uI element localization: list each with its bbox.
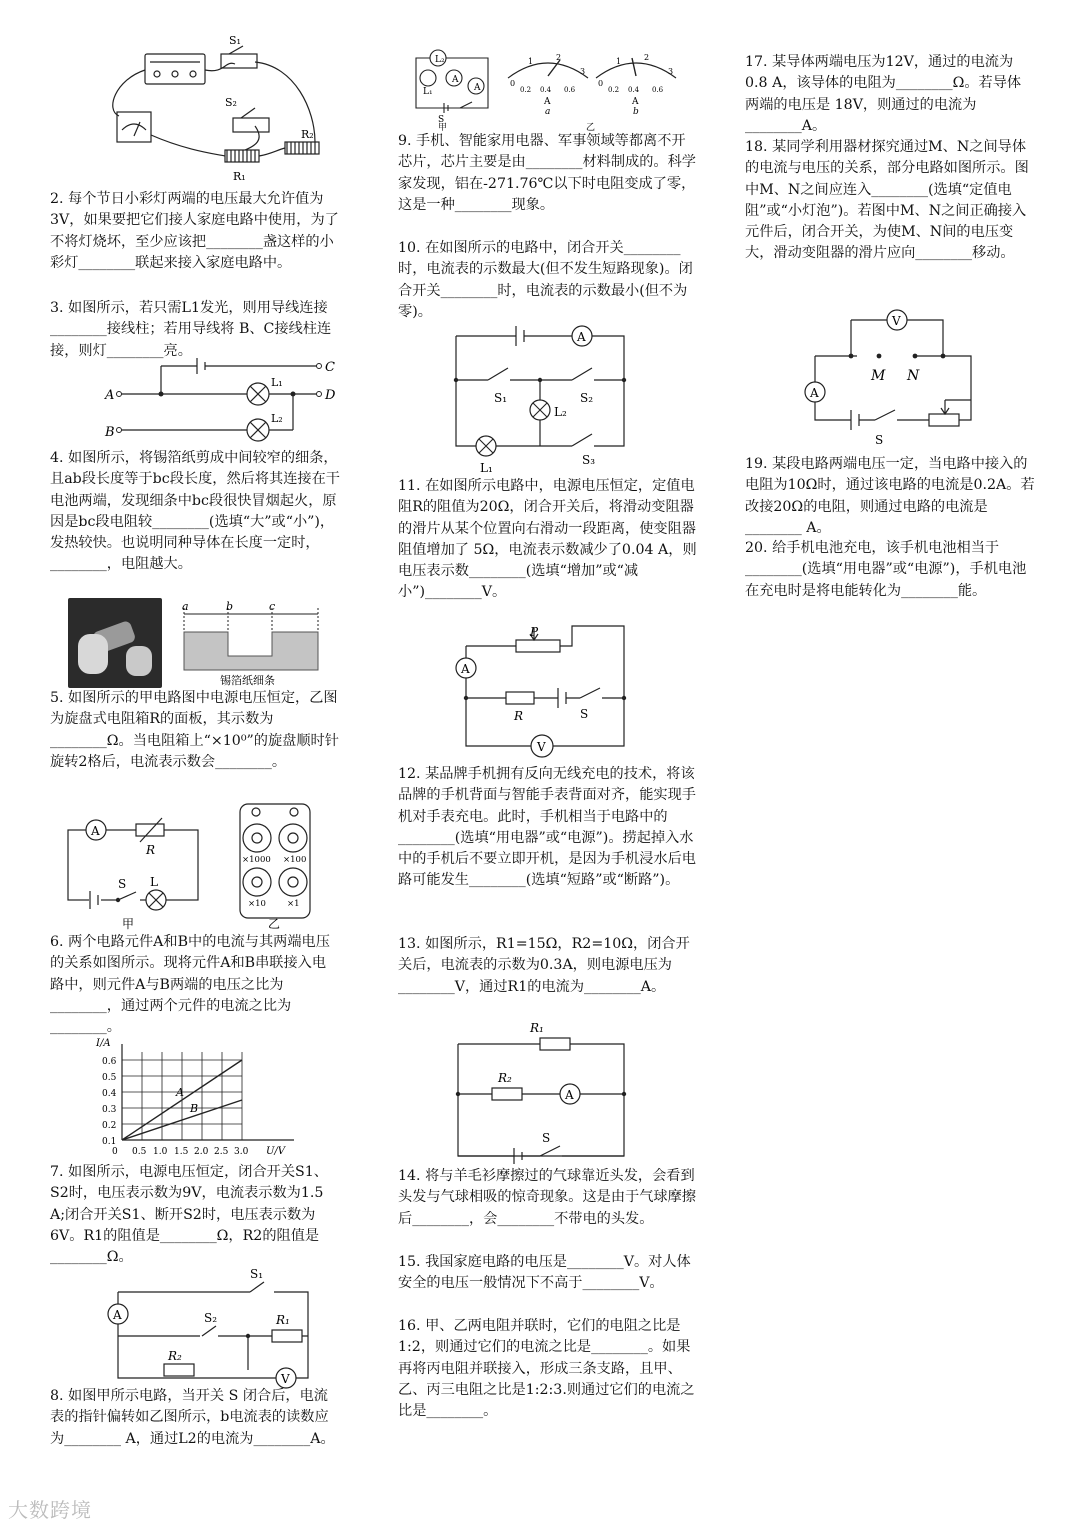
q8-tick: 0.6 bbox=[564, 86, 576, 94]
q8-tick: 3 bbox=[580, 67, 586, 76]
q11-label-s: S bbox=[580, 707, 589, 721]
q8-circuit-and-meters bbox=[408, 48, 698, 133]
q8-tick: 0.6 bbox=[652, 86, 664, 94]
q18-label-m: M bbox=[871, 368, 886, 384]
q7-voltmeter-label: V bbox=[281, 1372, 290, 1386]
q10-label-l2: L₂ bbox=[554, 405, 567, 419]
question-17: 17. 某导体两端电压为12V，通过的电流为0.8 A，该导体的电阻为________Ω。若导体两端的电压是 18V，则通过的电流为________A。 bbox=[745, 54, 1022, 134]
q6-xlabel: U/V bbox=[266, 1146, 286, 1157]
q5-dial-1000: ×1000 bbox=[242, 855, 271, 865]
q7-label-s1: S₁ bbox=[250, 1267, 264, 1281]
q4-foil-strip-figure bbox=[180, 600, 330, 690]
q4-label-c: c bbox=[269, 600, 276, 613]
q1-power-supply bbox=[145, 54, 205, 84]
q18-circuit-figure bbox=[795, 306, 995, 446]
q8-caption-jia: 甲 bbox=[438, 123, 448, 133]
q5-caption-jia: 甲 bbox=[122, 917, 135, 931]
q8-label-s: S bbox=[438, 115, 445, 125]
question-6: 6. 两个电路元件A和B中的电流与其两端电压的关系如图所示。现将元件A和B串联接入电路中，则元件A与B两端的电压之比为________，通过两个元件的电流之比为________。 bbox=[50, 934, 330, 1036]
question-14: 14. 将与羊毛衫摩擦过的气球靠近头发，会看到头发与气球相吸的惊奇现象。这是由于气球摩擦后________，会________不带电的头发。 bbox=[398, 1168, 696, 1227]
q5-label-s: S bbox=[118, 877, 127, 891]
q7-circuit-figure bbox=[100, 1266, 320, 1386]
q11-label-p: P bbox=[530, 625, 539, 639]
question-2: 2. 每个节日小彩灯两端的电压最大允许值为3V，如果要把它们接人家庭电路中使用，为了不将灯烧坏，至少应该把________盏这样的小彩灯________联起来接入家庭电路中。 bbox=[50, 191, 339, 271]
q5-ammeter-label: A bbox=[91, 824, 100, 838]
q8-meter-a-label: a bbox=[545, 107, 551, 117]
q8-tick: 1 bbox=[528, 57, 534, 66]
q6-ytick: 0.1 bbox=[102, 1137, 117, 1147]
q6-ytick: 0.3 bbox=[102, 1105, 117, 1115]
q13-label-r1: R₁ bbox=[530, 1021, 544, 1035]
q6-iu-graph bbox=[94, 1036, 334, 1162]
q6-ytick: 0.5 bbox=[102, 1073, 117, 1083]
q4-label-b: b bbox=[226, 600, 234, 613]
q7-label-r2: R₂ bbox=[168, 1349, 182, 1363]
q6-xtick: 1.5 bbox=[174, 1147, 189, 1157]
q5-caption-yi: 乙 bbox=[268, 917, 281, 931]
question-18: 18. 某同学利用器材探究通过M、N之间导体的电流与电压的关系，部分电路如图所示。图中M、N之间应连入________(选填“定值电阻”或“小灯泡”)。若图中M、N之间正确接入元件后，闭合开关，为使M、N间的电压变大，滑动变阻器的滑片应向________移动。 bbox=[745, 139, 1029, 262]
question-20: 20. 给手机电池充电，该手机电池相当于________(选填“用电器”或“电源”)，手机电池在充电时是将电能转化为________能。 bbox=[745, 540, 1027, 599]
q5-dial-10: ×10 bbox=[248, 899, 266, 909]
q8-caption-yi: 乙 bbox=[586, 123, 596, 133]
q10-ammeter-label: A bbox=[577, 330, 586, 344]
q4-hand-shape bbox=[78, 634, 108, 674]
q3-label-l1: L₁ bbox=[271, 376, 283, 389]
q4-hand-shape-2 bbox=[126, 646, 152, 676]
q8-meter-b-symbol: A bbox=[452, 75, 459, 85]
q1-coil2 bbox=[285, 142, 319, 154]
question-9: 9. 手机、智能家用电器、军事领域等都离不开芯片，芯片主要是由________材料制成的。科学家发现，铝在-271.76℃以下时电阻变成了零，这是一种________现象。 bbox=[398, 133, 696, 213]
q1-meter bbox=[117, 112, 151, 142]
q1-label-r1: R₁ bbox=[233, 170, 246, 183]
q4-label-a: a bbox=[182, 600, 189, 613]
q5-dial-1: ×1 bbox=[287, 899, 300, 909]
q1-coil1 bbox=[225, 150, 259, 162]
q8-meter-a-symbol: A bbox=[474, 83, 481, 93]
question-15: 15. 我国家庭电路的电压是________V。对人体安全的电压一般情况下不高于________V。 bbox=[398, 1254, 691, 1292]
q3-terminal-c: C bbox=[325, 360, 335, 375]
q6-label-b: B bbox=[190, 1102, 199, 1115]
question-13: 13. 如图所示，R1=15Ω，R2=10Ω，闭合开关后，电流表的示数为0.3A，则电源电压为________V，通过R1的电流为________A。 bbox=[398, 936, 690, 995]
q1-apparatus-figure bbox=[105, 34, 345, 190]
q11-circuit-figure bbox=[448, 622, 648, 762]
q8-tick: 1 bbox=[616, 57, 622, 66]
q3-terminal-a: A bbox=[105, 388, 115, 403]
question-16: 16. 甲、乙两电阻并联时，它们的电阻之比是1:2，则通过它们的电流之比是________。如果再将丙电阻并联接入，形成三条支路，且甲、乙、丙三电阻之比是1:2:3.则通过它们的电流之比是________。 bbox=[398, 1318, 695, 1420]
q8-tick: 0.2 bbox=[608, 86, 620, 94]
q13-ammeter-label: A bbox=[565, 1088, 574, 1102]
question-8: 8. 如图甲所示电路，当开关 S 闭合后，电流表的指针偏转如乙图所示，b电流表的读数应为________ A，通过L2的电流为________A。 bbox=[50, 1388, 335, 1447]
q8-meter-b-label: b bbox=[633, 107, 639, 117]
q6-xtick: 3.0 bbox=[234, 1147, 249, 1157]
q11-label-r: R bbox=[514, 709, 524, 723]
q8-tick: 0 bbox=[598, 79, 604, 88]
q8-tick: 2 bbox=[644, 53, 650, 62]
q13-label-s: S bbox=[542, 1131, 551, 1145]
q8-label-l1: L₁ bbox=[423, 87, 433, 97]
question-12: 12. 某品牌手机拥有反向无线充电的技术，将该品牌的手机背面与智能手表背面对齐，能实现手机对手表充电。此时，手机相当于电路中的________(选填“用电器”或“电源”)。捞起掉入水中的手机后不要立即开机，是因为手机浸水后电路可能发生________(选填“短路”或“断路”)。 bbox=[398, 766, 696, 889]
q1-switch1 bbox=[229, 46, 243, 54]
q8-label-l2: L₂ bbox=[435, 55, 445, 65]
q6-xtick: 2.0 bbox=[194, 1147, 209, 1157]
q10-label-s2: S₂ bbox=[580, 391, 594, 405]
q18-voltmeter-label: V bbox=[892, 314, 901, 328]
q4-caption: 锡箔纸细条 bbox=[220, 674, 275, 687]
q5-label-r: R bbox=[146, 843, 156, 857]
question-7: 7. 如图所示，电源电压恒定，闭合开关S1、S2时，电压表示数为9V，电流表示数为1.5 A;闭合开关S1、断开S2时，电压表示数为6V。R1的阻值是________Ω，R2的阻值是________Ω。 bbox=[50, 1164, 328, 1266]
q18-label-n: N bbox=[907, 368, 920, 384]
q3-terminal-d: D bbox=[325, 388, 336, 403]
q11-ammeter-label: A bbox=[461, 662, 470, 676]
question-4: 4. 如图所示，将锡箔纸剪成中间较窄的细条，且ab段长度等于bc段长度，然后将其连接在干电池两端，发现细条中bc段很快冒烟起火，原因是bc段电阻较________(选填“大”或“小”)，发热较快。也说明同种导体在长度一定时，________，电阻越大。 bbox=[50, 450, 340, 573]
q4-foil-strip bbox=[184, 632, 318, 670]
q5-dial-100: ×100 bbox=[283, 855, 307, 865]
q10-label-s1: S₁ bbox=[494, 391, 508, 405]
q5-circuit-loop bbox=[68, 830, 198, 900]
q10-label-l1: L₁ bbox=[480, 461, 493, 475]
q8-tick: 0.4 bbox=[540, 86, 552, 94]
q8-tick: 2 bbox=[556, 53, 562, 62]
q6-xtick: 1.0 bbox=[153, 1147, 168, 1157]
watermark: 大数跨境 bbox=[8, 1498, 92, 1522]
q10-circuit-figure bbox=[448, 318, 648, 478]
q8-tick: 0.2 bbox=[520, 86, 532, 94]
q8-tick: 0 bbox=[510, 79, 516, 88]
q6-ytick: 0.2 bbox=[102, 1121, 117, 1131]
q4-foil-photo bbox=[68, 598, 162, 688]
q1-switch2 bbox=[241, 108, 255, 118]
q3-label-l2: L₂ bbox=[271, 412, 283, 425]
q6-ylabel: I/A bbox=[96, 1038, 111, 1049]
q1-label-r2: R₂ bbox=[301, 128, 314, 141]
q8-tick: 3 bbox=[668, 67, 674, 76]
q7-label-s2: S₂ bbox=[204, 1311, 218, 1325]
q6-ytick: 0 bbox=[112, 1147, 118, 1157]
q18-label-s: S bbox=[875, 433, 884, 447]
q13-label-r2: R₂ bbox=[498, 1071, 512, 1085]
question-3: 3. 如图所示，若只需L1发光，则用导线连接________接线柱；若用导线将 B、C接线柱连接，则灯________亮。 bbox=[50, 300, 332, 359]
q6-xtick: 0.5 bbox=[132, 1147, 147, 1157]
q13-circuit-figure bbox=[448, 1016, 648, 1166]
q5-circuit-figure bbox=[60, 800, 350, 930]
question-11: 11. 在如图所示电路中，电源电压恒定，定值电阻R的阻值为20Ω，闭合开关后，将滑动变阻器的滑片从某个位置向右滑动一段距离，使变阻器阻值增加了 5Ω，电流表示数减少了0.04 A，则电压表示数________(选填“增加”或“减小”)________V。 bbox=[398, 478, 697, 601]
q7-label-r1: R₁ bbox=[276, 1313, 290, 1327]
q1-label-s2: S₂ bbox=[225, 96, 237, 109]
q8-meter-a-unit: A bbox=[544, 97, 551, 107]
q6-ytick: 0.4 bbox=[102, 1089, 117, 1099]
question-19: 19. 某段电路两端电压一定，当电路中接入的电阻为10Ω时，通过该电路的电流是0.2A。若改接20Ω的电阻，则通过电路的电流是________ A。 bbox=[745, 456, 1035, 536]
q18-ammeter-label: A bbox=[810, 386, 819, 400]
q5-label-l: L bbox=[150, 875, 158, 889]
q6-ytick: 0.6 bbox=[102, 1057, 117, 1067]
q11-voltmeter-label: V bbox=[537, 740, 546, 754]
question-5: 5. 如图所示的甲电路图中电源电压恒定，乙图为旋盘式电阻箱R的面板，其示数为________Ω。当电阻箱上“×10⁰”的旋盘顺时针旋转2格后，电流表示数会________。 bbox=[50, 690, 339, 770]
q8-meter-b-unit: A bbox=[632, 97, 639, 107]
q10-label-s3: S₃ bbox=[582, 453, 596, 467]
q7-ammeter-label: A bbox=[113, 1308, 122, 1322]
q8-tick: 0.4 bbox=[628, 86, 640, 94]
q6-label-a: A bbox=[176, 1086, 184, 1099]
question-10: 10. 在如图所示的电路中，闭合开关________时，电流表的示数最大(但不发生短路现象)。闭合开关________时，电流表的示数最小(但不为零)。 bbox=[398, 240, 693, 320]
q6-xtick: 2.5 bbox=[214, 1147, 229, 1157]
q3-terminal-b: B bbox=[105, 425, 115, 440]
q3-circuit-figure bbox=[105, 354, 345, 444]
q1-label-s1: S₁ bbox=[229, 34, 241, 47]
